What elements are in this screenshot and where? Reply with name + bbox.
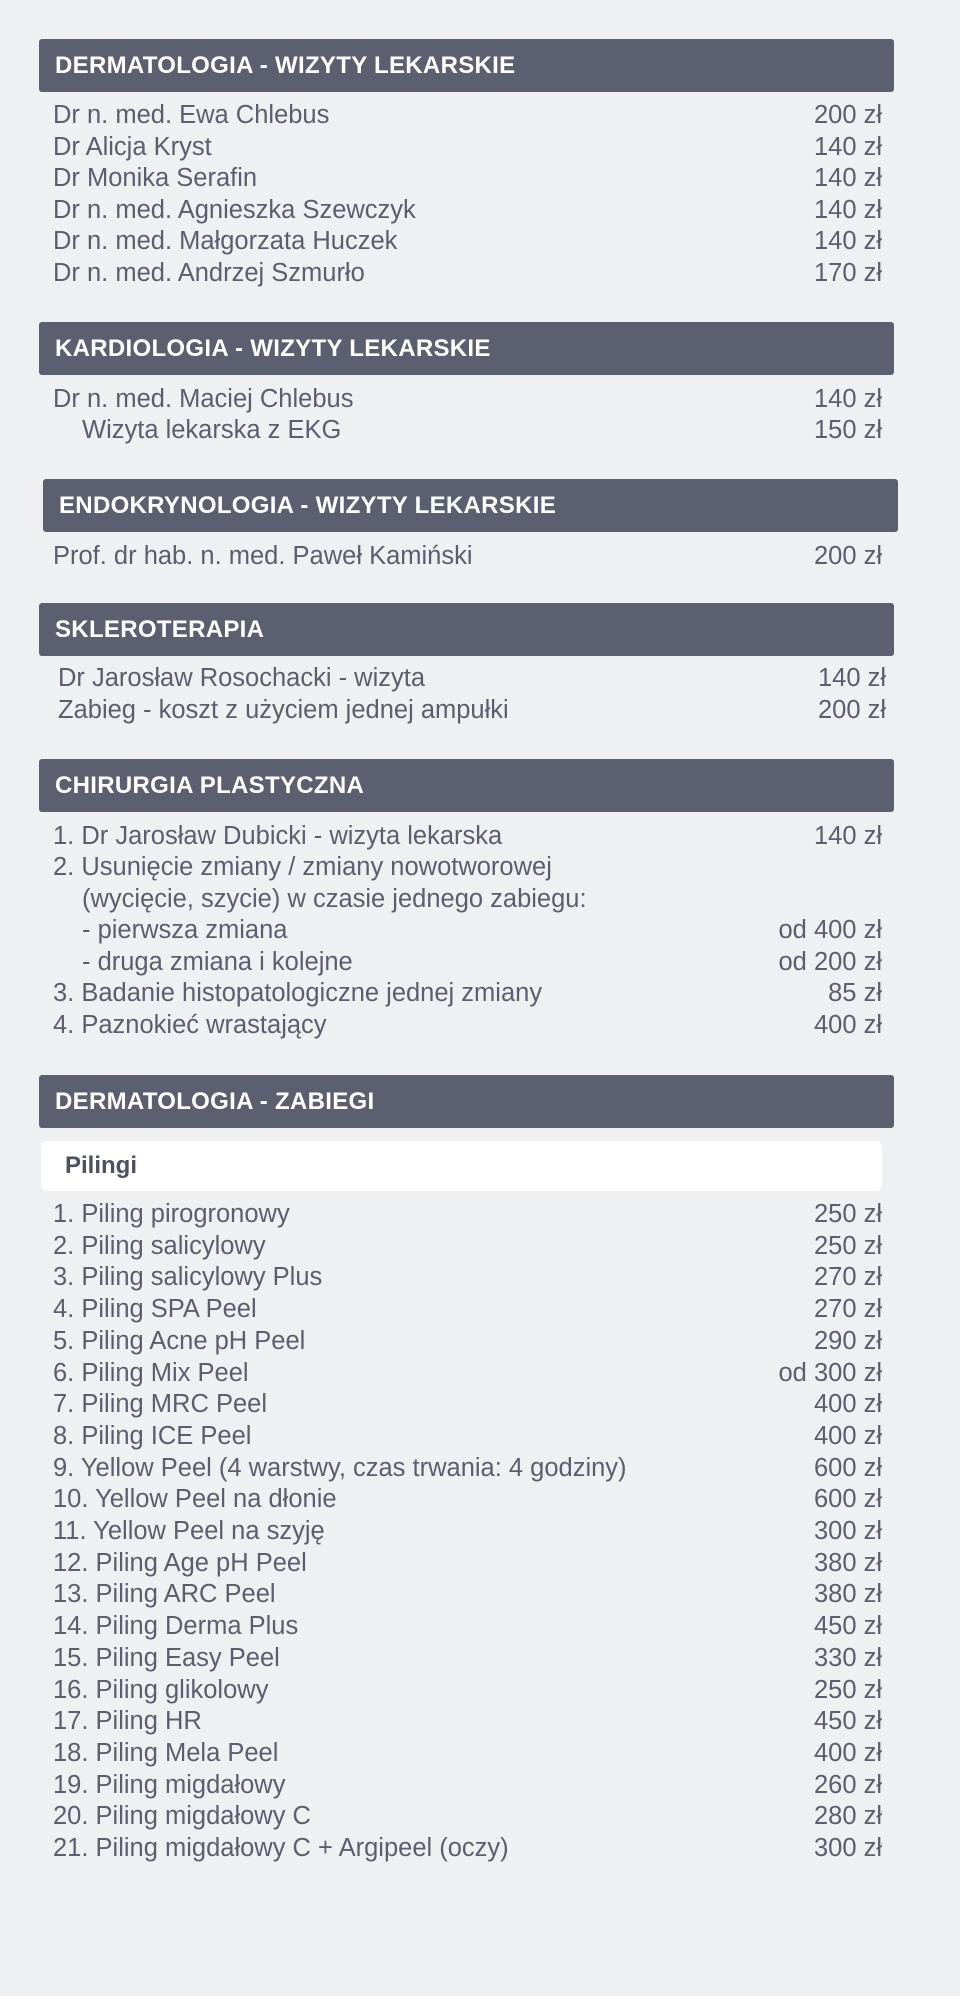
list-item-name: Dr Monika Serafin [53, 164, 258, 192]
list-item-price: 250 zł [813, 1232, 882, 1260]
list-item-price: 140 zł [813, 385, 882, 413]
list-item-price: 250 zł [813, 1676, 882, 1704]
list-item-price: 270 zł [813, 1295, 882, 1323]
list-item-price: 140 zł [817, 664, 886, 692]
list-item-name: - pierwsza zmiana [82, 916, 288, 944]
list-item-price: 85 zł [828, 979, 882, 1007]
list-item-name: 5. Piling Acne pH Peel [53, 1327, 306, 1355]
list-item-name: 2. Usunięcie zmiany / zmiany nowotworowej [53, 853, 552, 881]
list-item-price: 330 zł [813, 1644, 882, 1672]
list-item-price: 140 zł [813, 227, 882, 255]
list-item-price: 140 zł [813, 164, 882, 192]
list-item-price: 400 zł [813, 1390, 882, 1418]
list-item-price: 400 zł [813, 1011, 882, 1039]
list-item-name: (wycięcie, szycie) w czasie jednego zabiegu: [82, 885, 587, 913]
section-header-dermatologia-zabiegi: DERMATOLOGIA - ZABIEGI [39, 1075, 894, 1128]
list-item-price: 380 zł [813, 1549, 882, 1577]
list-item-name: Dr n. med. Małgorzata Huczek [53, 227, 398, 255]
list-item-name: 14. Piling Derma Plus [53, 1612, 299, 1640]
list-item-name: Zabieg - koszt z użyciem jednej ampułki [58, 696, 509, 724]
list-item-name: Dr n. med. Ewa Chlebus [53, 101, 330, 129]
list-item-name: Wizyta lekarska z EKG [82, 416, 342, 444]
list-item-price: 300 zł [813, 1517, 882, 1545]
list-item-name: Dr n. med. Andrzej Szmurło [53, 259, 365, 287]
list-item-name: 20. Piling migdałowy C [53, 1802, 311, 1830]
list-item-name: 7. Piling MRC Peel [53, 1390, 267, 1418]
list-item-price: 280 zł [813, 1802, 882, 1830]
list-item-name: 9. Yellow Peel (4 warstwy, czas trwania: 4 godziny) [53, 1454, 627, 1482]
list-item-price: 200 zł [813, 101, 882, 129]
list-item-price: 300 zł [813, 1834, 882, 1862]
list-item-name: 8. Piling ICE Peel [53, 1422, 252, 1450]
list-item-name: 19. Piling migdałowy [53, 1771, 286, 1799]
list-item-price: od 400 zł [778, 916, 882, 944]
section-header-chirurgia: CHIRURGIA PLASTYCZNA [39, 759, 894, 812]
list-item-name: 1. Dr Jarosław Dubicki - wizyta lekarska [53, 822, 503, 850]
list-item-price: 140 zł [813, 822, 882, 850]
list-item-name: 15. Piling Easy Peel [53, 1644, 280, 1672]
list-item-price: 200 zł [813, 542, 882, 570]
list-item-name: Dr n. med. Agnieszka Szewczyk [53, 196, 416, 224]
list-item-name: 11. Yellow Peel na szyję [53, 1517, 325, 1545]
section-header-dermatologia-wizyty: DERMATOLOGIA - WIZYTY LEKARSKIE [39, 39, 894, 92]
list-item-name: Dr n. med. Maciej Chlebus [53, 385, 354, 413]
list-item-name: 12. Piling Age pH Peel [53, 1549, 307, 1577]
list-item-price: 400 zł [813, 1422, 882, 1450]
list-item-name: 4. Piling SPA Peel [53, 1295, 257, 1323]
list-item-name: 21. Piling migdałowy C + Argipeel (oczy) [53, 1834, 509, 1862]
list-item-price: 450 zł [813, 1612, 882, 1640]
list-item-name: 2. Piling salicylowy [53, 1232, 266, 1260]
list-item-price: 260 zł [813, 1771, 882, 1799]
list-item-price: 140 zł [813, 133, 882, 161]
list-item-price: 400 zł [813, 1739, 882, 1767]
list-item-price: 150 zł [813, 416, 882, 444]
list-item-price: od 300 zł [778, 1359, 882, 1387]
list-item-name: Prof. dr hab. n. med. Paweł Kamiński [53, 542, 473, 570]
list-item-name: 4. Paznokieć wrastający [53, 1011, 327, 1039]
list-item-price: 600 zł [813, 1454, 882, 1482]
list-item-name: 3. Piling salicylowy Plus [53, 1263, 323, 1291]
list-item-name: 6. Piling Mix Peel [53, 1359, 249, 1387]
section-header-kardiologia: KARDIOLOGIA - WIZYTY LEKARSKIE [39, 322, 894, 375]
list-item-price: od 200 zł [778, 948, 882, 976]
list-item-name: Dr Alicja Kryst [53, 133, 212, 161]
section-header-endokrynologia: ENDOKRYNOLOGIA - WIZYTY LEKARSKIE [43, 479, 898, 532]
list-item-price: 450 zł [813, 1707, 882, 1735]
list-item-price: 200 zł [817, 696, 886, 724]
list-item-name: - druga zmiana i kolejne [82, 948, 353, 976]
list-item-name: 10. Yellow Peel na dłonie [53, 1485, 337, 1513]
list-item-price: 290 zł [813, 1327, 882, 1355]
list-item-price: 250 zł [813, 1200, 882, 1228]
subsection-title-pilingi: Pilingi [41, 1141, 882, 1191]
list-item-price: 140 zł [813, 196, 882, 224]
list-item-name: 3. Badanie histopatologiczne jednej zmiany [53, 979, 543, 1007]
list-item-price: 600 zł [813, 1485, 882, 1513]
list-item-price: 270 zł [813, 1263, 882, 1291]
list-item-name: 13. Piling ARC Peel [53, 1580, 276, 1608]
list-item-price: 380 zł [813, 1580, 882, 1608]
list-item-name: 16. Piling glikolowy [53, 1676, 269, 1704]
list-item-name: Dr Jarosław Rosochacki - wizyta [58, 664, 426, 692]
section-header-skleroterapia: SKLEROTERAPIA [39, 603, 894, 656]
list-item-name: 17. Piling HR [53, 1707, 202, 1735]
list-item-name: 18. Piling Mela Peel [53, 1739, 279, 1767]
list-item-name: 1. Piling pirogronowy [53, 1200, 290, 1228]
list-item-price: 170 zł [813, 259, 882, 287]
